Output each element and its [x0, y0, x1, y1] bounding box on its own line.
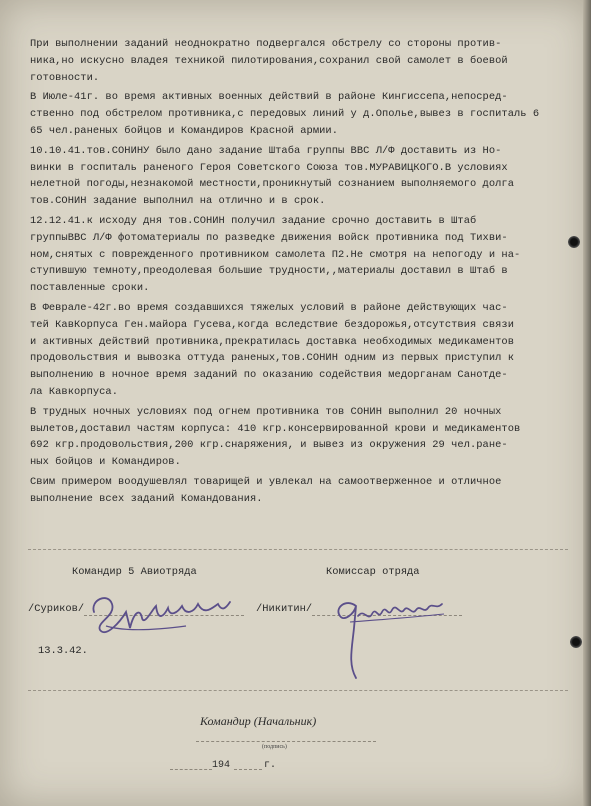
text-line: В Июле-41г. во время активных военных действий в районе Кингиссепа,непосред- [30, 91, 508, 104]
text-line: выполнение всех заданий Командования. [30, 492, 263, 505]
right-handwritten-signature [326, 588, 456, 683]
left-signatory-title: Командир 5 Авиотряда [72, 566, 197, 578]
text-line: нелетной погоды,незнакомой местности,проникнутый сознанием выполняемого долга [30, 178, 514, 191]
text-line: тей КавКорпуса Ген.майора Гусева,когда вследствие бездорожья,отсутствия связи [30, 318, 514, 331]
footer-date-line [170, 769, 212, 770]
punch-hole [568, 236, 580, 248]
footer-year-suffix: г. [264, 760, 277, 771]
text-line: В трудных ночных условиях под огнем противника тов СОНИН выполнил 20 ночных [30, 405, 502, 418]
text-line: ступившую темноту,преодолевая большие трудности,,материалы доставил в Штаб в [30, 265, 508, 278]
text-line: и активных действий противника,прекратилась доставка необходимых медикаментов [30, 335, 514, 348]
text-line: продовольствия и вывозка оттуда раненых,тов.СОНИН одним из первых приступил к [30, 352, 514, 365]
text-line: При выполнении заданий неоднократно подвергался обстрелу со стороны против- [30, 38, 502, 50]
award-text-body [30, 36, 578, 511]
text-line: 12.12.41.к исходу дня тов.СОНИН получил задание срочно доставить в Штаб [30, 214, 477, 227]
punch-hole [570, 636, 582, 648]
ruled-line [28, 690, 568, 691]
text-line: винки в госпиталь раненого Героя Советского Союза тов.МУРАВИЦКОГО.В условиях [30, 161, 508, 174]
text-line: группыВВС Л/Ф фотоматериалы по разведке движения войск противника под Тихви- [30, 231, 508, 244]
footer-signature-caption: (подпись) [262, 744, 287, 750]
text-line: В Феврале-42г.во время создавшихся тяжелых условий в районе действующих час- [30, 301, 508, 314]
text-line: ла Кавкорпуса. [30, 385, 118, 398]
document-date: 13.3.42. [38, 645, 88, 657]
text-line: ном,снятых с поврежденного противником самолета П2.Не смотря на непогоду и на- [30, 248, 521, 261]
text-line: 65 чел.раненых бойцов и Командиров Красной армии. [30, 124, 338, 137]
text-line: 10.10.41.тов.СОНИНУ было дано задание Штаба группы ВВС Л/Ф доставить из Но- [30, 144, 502, 157]
text-line: ных бойцов и Командиров. [30, 456, 181, 469]
text-line: вылетов,доставил частям корпуса: 410 кгр.консервированной крови и медикаментов [30, 422, 521, 435]
text-line: тов.СОНИН задание выполнил на отлично и в срок. [30, 195, 326, 208]
footer-signature-line [196, 741, 376, 742]
footer-commander-title: Командир (Начальник) [200, 714, 317, 728]
text-line: 692 кгр.продовольствия,200 кгр.снаряжения, и вывез из окружения 29 чел.ране- [30, 439, 508, 452]
text-line: выполнению в ночное время заданий по оказанию содействия медорганам Санотде- [30, 369, 508, 382]
left-signatory-name: /Суриков/ [28, 603, 85, 615]
text-line: поставленные сроки. [30, 282, 150, 295]
ruled-line [28, 549, 568, 550]
page-edge [583, 0, 591, 806]
right-signatory-title: Комиссар отряда [326, 566, 420, 578]
text-line: готовности. [30, 71, 100, 84]
footer-date-line [234, 769, 262, 770]
text-line: ника,но искусно владея техникой пилотирования,сохранил свой самолет в боевой [30, 54, 508, 67]
text-line: Свим примером воодушевлял товарищей и увлекал на самоотверженное и отличное [30, 475, 502, 488]
text-line: ственно под обстрелом противника,с передовых линий у д.Ополье,вывез в госпиталь 6 [30, 108, 540, 121]
footer-year: 194 [212, 760, 231, 771]
left-handwritten-signature [86, 582, 236, 642]
right-signatory-name: /Никитин/ [256, 603, 313, 615]
paragraph-gap [30, 508, 578, 511]
